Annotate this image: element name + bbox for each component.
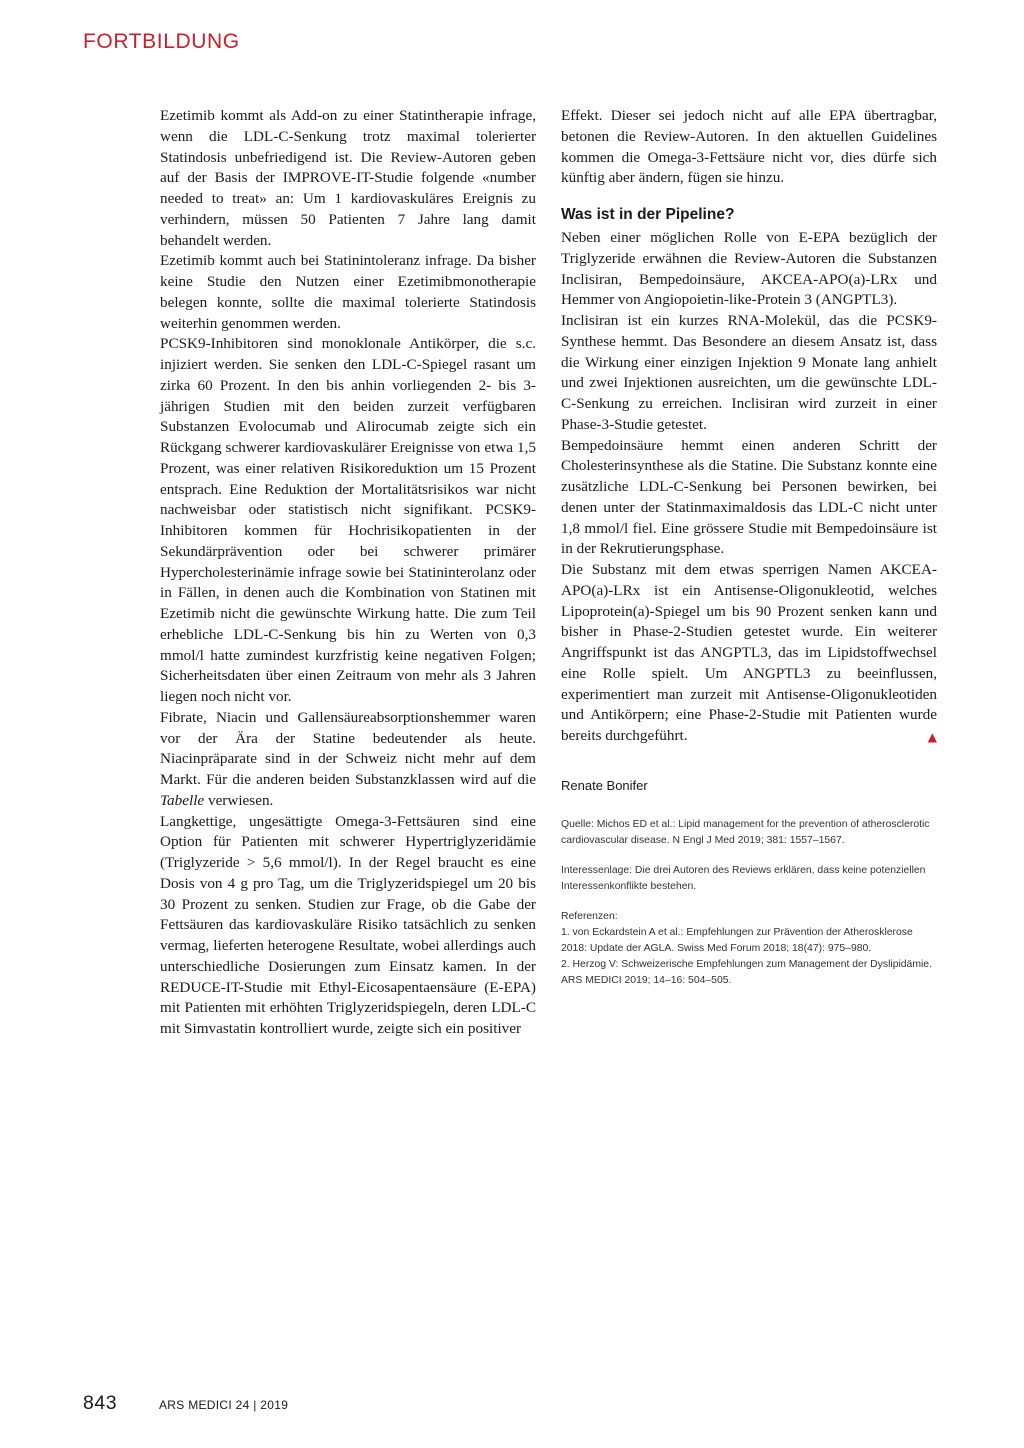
- left-column: [160, 106, 536, 1040]
- paragraph-bempedoic-acid: Bempedoinsäure hemmt einen anderen Schritt der Cholesterinsynthese als die Statine. Die Substanz konnte eine zusätzliche LDL-C-Senkung bei Personen bewirken, bei denen unter der Statinmaximaldosis das LDL-C nicht unter 1,8 mmol/l fiel. Eine grössere Studie mit Bempedoinsäure ist in der Rekrutierungsphase.: [561, 436, 937, 558]
- reference-item: 1. von Eckardstein A et al.: Empfehlungen zur Prävention der Atherosklerose 2018: Update der AGLA. Swiss Med Forum 2018; 18(47): 975–980.: [561, 926, 913, 954]
- references: [561, 909, 937, 989]
- references-label: Referenzen:: [561, 910, 618, 922]
- akcea-text: Die Substanz mit dem etwas sperrigen Namen AKCEA-APO(a)-LRx ist ein Antisense-Oligonukleotid, welches Lipoprotein(a)-Spiegel um bis 90 Prozent senken kann und bisher in Phase-2-Studien getestet wurde. Ein weiterer Angriffspunkt ist das ANGPTL3, das im Lipidstoffwechsel eine Rolle spielt. Um ANGPTL3 zu beeinflussen, experimentiert man zurzeit mit Antisense-Oligonukleotiden und Antikörpern; eine Phase-2-Studie mit Patienten wurde bereits durchgeführt.: [561, 561, 937, 744]
- paragraph-pipeline-overview: Neben einer möglichen Rolle von E-EPA bezüglich der Triglyzeride erwähnen die Review-Autoren die Substanzen Inclisiran, Bempedoinsäure, AKCEA-APO(a)-LRx und Hemmer von Angiopoietin-like-Protein 3 (ANGPTL3).: [561, 229, 937, 309]
- conflict-text: Interessenlage: Die drei Autoren des Reviews erklären, dass keine potenziellen Interessenkonflikte bestehen.: [561, 864, 926, 892]
- page-footer: [83, 1392, 288, 1415]
- journal-name: ARS MEDICI 24 | 2019: [159, 1398, 289, 1412]
- end-triangle-icon: ▲: [927, 730, 937, 744]
- fibrate-text-after: verwiesen.: [204, 791, 274, 809]
- paragraph-fibrate: [160, 708, 536, 812]
- paragraph-omega3: Langkettige, ungesättigte Omega-3-Fettsäuren sind eine Option für Patienten mit schwerer Hypertriglyzeridämie (Triglyzeride > 5,6 mmol/l). In der Regel braucht es eine Dosis von 4 g pro Tag, um die Triglyzeridspiegel um 20 bis 30 Prozent zu senken. Studien zur Frage, ob die Gabe der Fettsäuren das kardiovaskuläre Risiko tatsächlich zu senken vermag, lieferten heterogene Resultate, wobei allerdings auch unterschiedliche Dosierungen zum Einsatz kamen. In der REDUCE-IT-Studie mit Ethyl-Eicosapentaensäure (E-EPA) mit Patienten mit erhöhten Triglyzeridspiegeln, deren LDL-C mit Simvastatin kontrolliert wurde, zeigte sich ein positiver: [160, 812, 536, 1037]
- subheading-pipeline: Was ist in der Pipeline?: [561, 206, 735, 223]
- paragraph-akcea: [561, 560, 937, 747]
- reference-item: 2. Herzog V: Schweizerische Empfehlungen zum Management der Dyslipidämie. ARS MEDICI 2019; 14–16: 504–505.: [561, 958, 932, 986]
- page-number: 843: [83, 1392, 118, 1414]
- source-note: [561, 817, 937, 849]
- paragraph-inclisiran: Inclisiran ist ein kurzes RNA-Molekül, das die PCSK9-Synthese hemmt. Das Besondere an diesem Ansatz ist, dass die Wirkung einer einzigen Injektion 9 Monate lang anhielt und zwei Injektionen ausreichten, um die gewünschte LDL-C-Senkung zu erreichen. Inclisiran wird zurzeit in einer Phase-3-Studie getestet.: [561, 312, 937, 433]
- section-title: FORTBILDUNG: [83, 30, 240, 53]
- paragraph-ezetimib-intolerance: Ezetimib kommt auch bei Statinintoleranz infrage. Da bisher keine Studie den Nutzen einer Ezetimibmonotherapie belegen konnte, sollte die maximal tolerierte Statindosis weiterhin genommen werden.: [160, 252, 536, 332]
- conflict-note: [561, 863, 937, 895]
- table-reference: Tabelle: [160, 791, 205, 809]
- fibrate-text-before: Fibrate, Niacin und Gallensäureabsorptionshemmer waren vor der Ära der Statine bedeutender als heute. Niacinpräparate sind in der Schweiz nicht mehr auf dem Markt. Für die anderen beiden Substanzklassen wird auf die: [160, 708, 536, 788]
- paragraph-ezetimib-addon: Ezetimib kommt als Add-on zu einer Statintherapie infrage, wenn die LDL-C-Senkung trotz maximal tolerierter Statindosis unbefriedigend ist. Die Review-Autoren geben auf der Basis der IMPROVE-IT-Studie folgende «number needed to treat» an: Um 1 kardiovaskuläres Ereignis zu verhindern, müssen 50 Patienten 7 Jahre lang damit behandelt werden.: [160, 107, 536, 249]
- paragraph-effect: Effekt. Dieser sei jedoch nicht auf alle EPA übertragbar, betonen die Review-Autoren. In den aktuellen Guidelines kommen die Omega-3-Fettsäure nicht vor, dies dürfe sich künftig aber ändern, fügen sie hinzu.: [561, 107, 937, 187]
- paragraph-pcsk9: PCSK9-Inhibitoren sind monoklonale Antikörper, die s.c. injiziert werden. Sie senken den LDL-C-Spiegel rasant um zirka 60 Prozent. In den bis anhin vorliegenden 2- bis 3-jährigen Studien mit den beiden zurzeit verfügbaren Substanzen Evolocumab und Alirocumab zeigte sich ein Rückgang schwerer kardiovaskulärer Ereignisse von etwa 1,5 Prozent, was einer relativen Risikoreduktion um 15 Prozent entsprach. Eine Reduktion der Mortalitätsrisikos war nicht nachweisbar oder statistisch nicht signifikant. PCSK9-Inhibitoren kommen für Hochrisikopatienten in der Sekundärprävention oder bei schwerer primärer Hypercholesterinämie infrage sowie bei Statininterolanz oder in Fällen, in denen auch die Kombination von Statinen mit Ezetimib nicht die gewünschte Wirkung hatte. Die zum Teil erhebliche LDL-C-Senkung bis hin zu Werten von 0,3 mmol/l hatte zumindest kurzfristig keine negativen Folgen; Sicherheitsdaten über einen Zeitraum von mehr als 3 Jahren liegen noch nicht vor.: [160, 335, 536, 705]
- author-name: Renate Bonifer: [561, 777, 648, 793]
- right-column: [561, 106, 937, 989]
- source-text: Quelle: Michos ED et al.: Lipid management for the prevention of atherosclerotic cardiovascular disease. N Engl J Med 2019; 381: 1557–1567.: [561, 818, 930, 846]
